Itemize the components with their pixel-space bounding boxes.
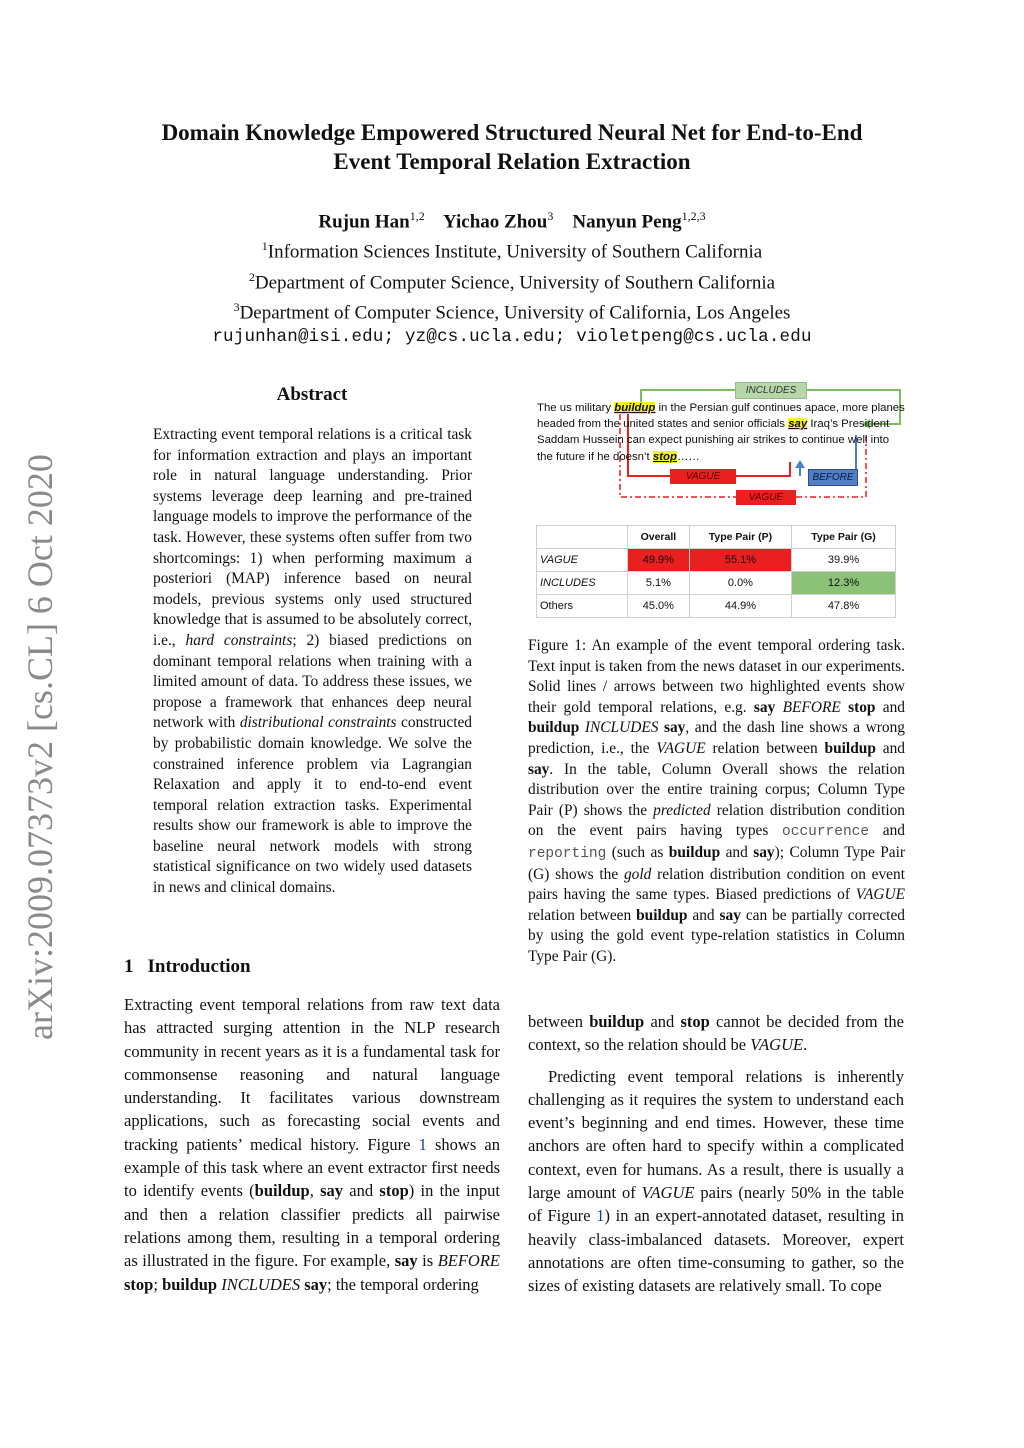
caption-italic: gold <box>623 865 652 883</box>
caption-bold: say <box>528 760 550 778</box>
intro-part: and <box>343 1181 380 1201</box>
sentence-part: Iraq’s President Saddam Hussein can expect punishing air strikes to continue well into the future if he doesn’t <box>537 418 890 463</box>
right-column-text <box>528 1010 904 1298</box>
section-title: Introduction <box>147 956 251 977</box>
row-label: Others <box>537 595 628 618</box>
highlighted-event: say <box>788 418 808 431</box>
affil-sup: 2 <box>248 269 255 284</box>
text-part: ) in an expert-annotated dataset, resulting in heavily class-imbalanced datasets. Moreover, expert annotations are often time-consuming to gather, so the sizes of existing datasets are relatively small. To cope <box>528 1206 904 1296</box>
caption-part: and <box>869 822 905 840</box>
caption-italic: INCLUDES <box>579 719 664 737</box>
intro-part: ; the temporal ordering <box>327 1274 479 1294</box>
author-affil-sup: 1,2,3 <box>681 209 706 223</box>
abstract-part: Extracting event temporal relations is a critical task for information extraction and plays an important role in natural language understanding. Prior systems leverage deep learning and pre-trained language models to improve the performance of the task. However, these systems often suffer from two shortcomings: 1) when performing maximum a posteriori (MAP) inference based on neural models, previous systems only used structured knowledge that is assumed to be absolutely correct, i.e., <box>153 426 472 649</box>
caption-italic: BEFORE <box>775 698 849 716</box>
caption-part: relation between <box>528 906 637 924</box>
relation-word: INCLUDES <box>221 1274 301 1294</box>
table-cell: 12.3% <box>792 572 896 595</box>
event-word: say <box>320 1181 344 1201</box>
table-cell: 39.9% <box>792 549 896 572</box>
sentence-part: The us military <box>537 402 615 414</box>
relation-word: VAGUE <box>641 1183 695 1203</box>
text-part: cannot be decided from the context, so the relation should be <box>528 1012 904 1055</box>
caption-italic: VAGUE <box>855 886 905 904</box>
affil-sup: 1 <box>261 239 268 254</box>
row-label: INCLUDES <box>537 572 628 595</box>
intro-part: ) in the input and then a relation classifier predicts all pairwise relations among them, resulting in a temporal ordering as illustrated in the figure. For example, <box>124 1181 501 1271</box>
figure-reference-link[interactable]: 1 <box>418 1134 427 1154</box>
table-cell: 44.9% <box>689 595 791 618</box>
abstract-emphasis: distributional constraints <box>239 714 397 732</box>
caption-bold: say <box>753 843 775 861</box>
caption-bold: say <box>664 719 686 737</box>
caption-bold: buildup <box>824 739 876 757</box>
text-part: and <box>644 1012 681 1031</box>
table-row <box>537 572 896 595</box>
caption-part: and <box>687 906 720 924</box>
sentence-part: …… <box>676 450 700 463</box>
table-header-row <box>537 526 896 549</box>
intro-part: is <box>417 1251 438 1271</box>
event-word: buildup <box>254 1181 310 1201</box>
highlighted-event: buildup <box>614 402 656 414</box>
caption-part: and <box>875 739 905 757</box>
table-header: Overall <box>627 526 689 549</box>
author-affil-sup: 3 <box>547 209 554 223</box>
section-number: 1 <box>124 956 134 977</box>
caption-part: can be partially corrected by using the gold event type-relation statistics in Column Type Pair (G). <box>528 906 905 965</box>
table-header: Type Pair (G) <box>792 526 896 549</box>
caption-bold: say <box>719 906 741 924</box>
abstract-emphasis: hard constraints <box>185 631 293 649</box>
caption-bold: buildup <box>528 719 580 737</box>
caption-mono: reporting <box>528 845 607 862</box>
title-line-2: Event Temporal Relation Extraction <box>333 149 691 174</box>
event-word: buildup <box>589 1012 645 1031</box>
figure-caption <box>528 636 905 968</box>
relation-word: BEFORE <box>437 1251 500 1271</box>
introduction-text <box>124 993 500 1296</box>
event-word: say <box>304 1274 328 1294</box>
author-name: Rujun Han <box>318 211 410 233</box>
caption-bold: say <box>753 698 776 716</box>
affil-text: Department of Computer Science, University of California, Los Angeles <box>239 302 791 324</box>
table-cell: 0.0% <box>689 572 791 595</box>
caption-italic: VAGUE <box>656 739 706 757</box>
table-header <box>537 526 628 549</box>
author-affil-sup: 1,2 <box>409 209 425 223</box>
affil-sup: 3 <box>233 299 240 314</box>
caption-part: ); Column Type Pair (G) shows the <box>528 843 906 883</box>
table-row <box>537 549 896 572</box>
caption-part: relation between <box>705 739 825 757</box>
figure-reference-link[interactable]: 1 <box>596 1206 605 1226</box>
before-label: BEFORE <box>808 469 858 486</box>
sentence-part: in the Persian gulf continues apace, more planes headed from the united states and senior officials <box>537 402 905 431</box>
caption-part: and <box>720 843 754 861</box>
caption-part: relation distribution condition on the event pairs having types <box>528 801 906 840</box>
title-line-1: Domain Knowledge Empowered Structured Neural Net for End-to-End <box>161 120 863 145</box>
abstract-part: constructed by probabilistic domain knowledge. We solve the constrained inference problem via Lagrangian Relaxation and apply it to end-to-end event temporal relation extraction tasks. Experimental results show our framework is able to improve the baseline neural network models with strong statistical significance on two widely used datasets in news and clinical domains. <box>153 714 472 897</box>
abstract-heading: Abstract <box>276 384 348 405</box>
intro-part: ; <box>153 1274 163 1294</box>
table-cell: 49.9% <box>627 549 689 572</box>
text-part: between <box>528 1012 590 1031</box>
table-cell: 47.8% <box>792 595 896 618</box>
event-word: say <box>394 1251 418 1271</box>
event-word: stop <box>124 1274 154 1294</box>
table-header: Type Pair (P) <box>689 526 791 549</box>
includes-label: INCLUDES <box>735 382 807 399</box>
relation-word: VAGUE <box>750 1035 804 1055</box>
row-label: VAGUE <box>537 549 628 572</box>
caption-part: , and the dash line shows a wrong prediction, i.e., the <box>528 719 905 757</box>
event-word: stop <box>680 1012 710 1031</box>
author-emails: rujunhan@isi.edu; yz@cs.ucla.edu; violetpeng@cs.ucla.edu <box>212 327 812 348</box>
text-part: Predicting event temporal relations is inherently challenging as it requires the system to understand each event’s beginning and end times. However, these time anchors are often hard to specify within a complicated context, even for humans. As a result, there is usually a large amount of <box>528 1066 904 1203</box>
author-name: Nanyun Peng <box>572 211 682 233</box>
table-row <box>537 595 896 618</box>
table-cell: 5.1% <box>627 572 689 595</box>
affil-text: Information Sciences Institute, University of Southern California <box>267 241 763 263</box>
highlighted-event: stop <box>652 450 677 463</box>
text-part: . <box>803 1035 808 1055</box>
paragraph <box>528 1010 904 1057</box>
affil-text: Department of Computer Science, University of Southern California <box>254 271 776 293</box>
arxiv-identifier: arXiv:2009.07373v2 [cs.CL] 6 Oct 2020 <box>20 454 60 1040</box>
section-heading-introduction <box>124 956 251 978</box>
paragraph <box>528 1065 904 1298</box>
caption-part: (such as <box>606 843 669 861</box>
figure-example-sentence <box>537 400 907 465</box>
text-part: pairs (nearly 50% in the table of Figure <box>528 1183 904 1226</box>
caption-mono: occurrence <box>782 824 870 841</box>
table-cell: 45.0% <box>627 595 689 618</box>
relation-distribution-table <box>536 525 896 618</box>
caption-bold: buildup <box>668 843 721 861</box>
caption-part: relation distribution condition on event pairs having the same types. Biased predictions of <box>528 865 905 904</box>
caption-part: . In the table, Column Overall shows the relation distribution over the entire training corpus; Column Type Pair (P) shows the <box>528 760 905 819</box>
caption-bold: buildup <box>636 906 688 924</box>
intro-part: shows an example of this task where an event extractor first needs to identify events ( <box>124 1134 500 1201</box>
event-word: buildup <box>162 1274 218 1294</box>
caption-part: and <box>875 698 905 716</box>
intro-part: Extracting event temporal relations from raw text data has attracted surging attention in the NLP research community in recent years as it is a fundamental task for commonsense reasoning and natural language understanding. It facilitates various downstream applications, such as forecasting social events and tracking patients’ medical history. Figure <box>124 995 500 1154</box>
caption-part: Figure 1: An example of the event temporal ordering task. Text input is taken from the news dataset in our experiments. Solid lines / arrows between two highlighted events show their gold temporal relations, e.g. <box>528 637 905 716</box>
author-name: Yichao Zhou <box>443 211 548 233</box>
vague-predicted-label: VAGUE <box>736 490 796 505</box>
caption-bold: stop <box>848 698 876 716</box>
intro-part: , <box>309 1181 321 1201</box>
table-cell: 55.1% <box>689 549 791 572</box>
vague-gold-label: VAGUE <box>670 469 736 484</box>
event-word: stop <box>379 1181 409 1201</box>
abstract-part: ; 2) biased predictions on dominant temporal relations when training with a limited amount of data. To address these issues, we propose a framework that enhances deep neural network with <box>153 631 473 732</box>
caption-italic: predicted <box>653 801 711 819</box>
